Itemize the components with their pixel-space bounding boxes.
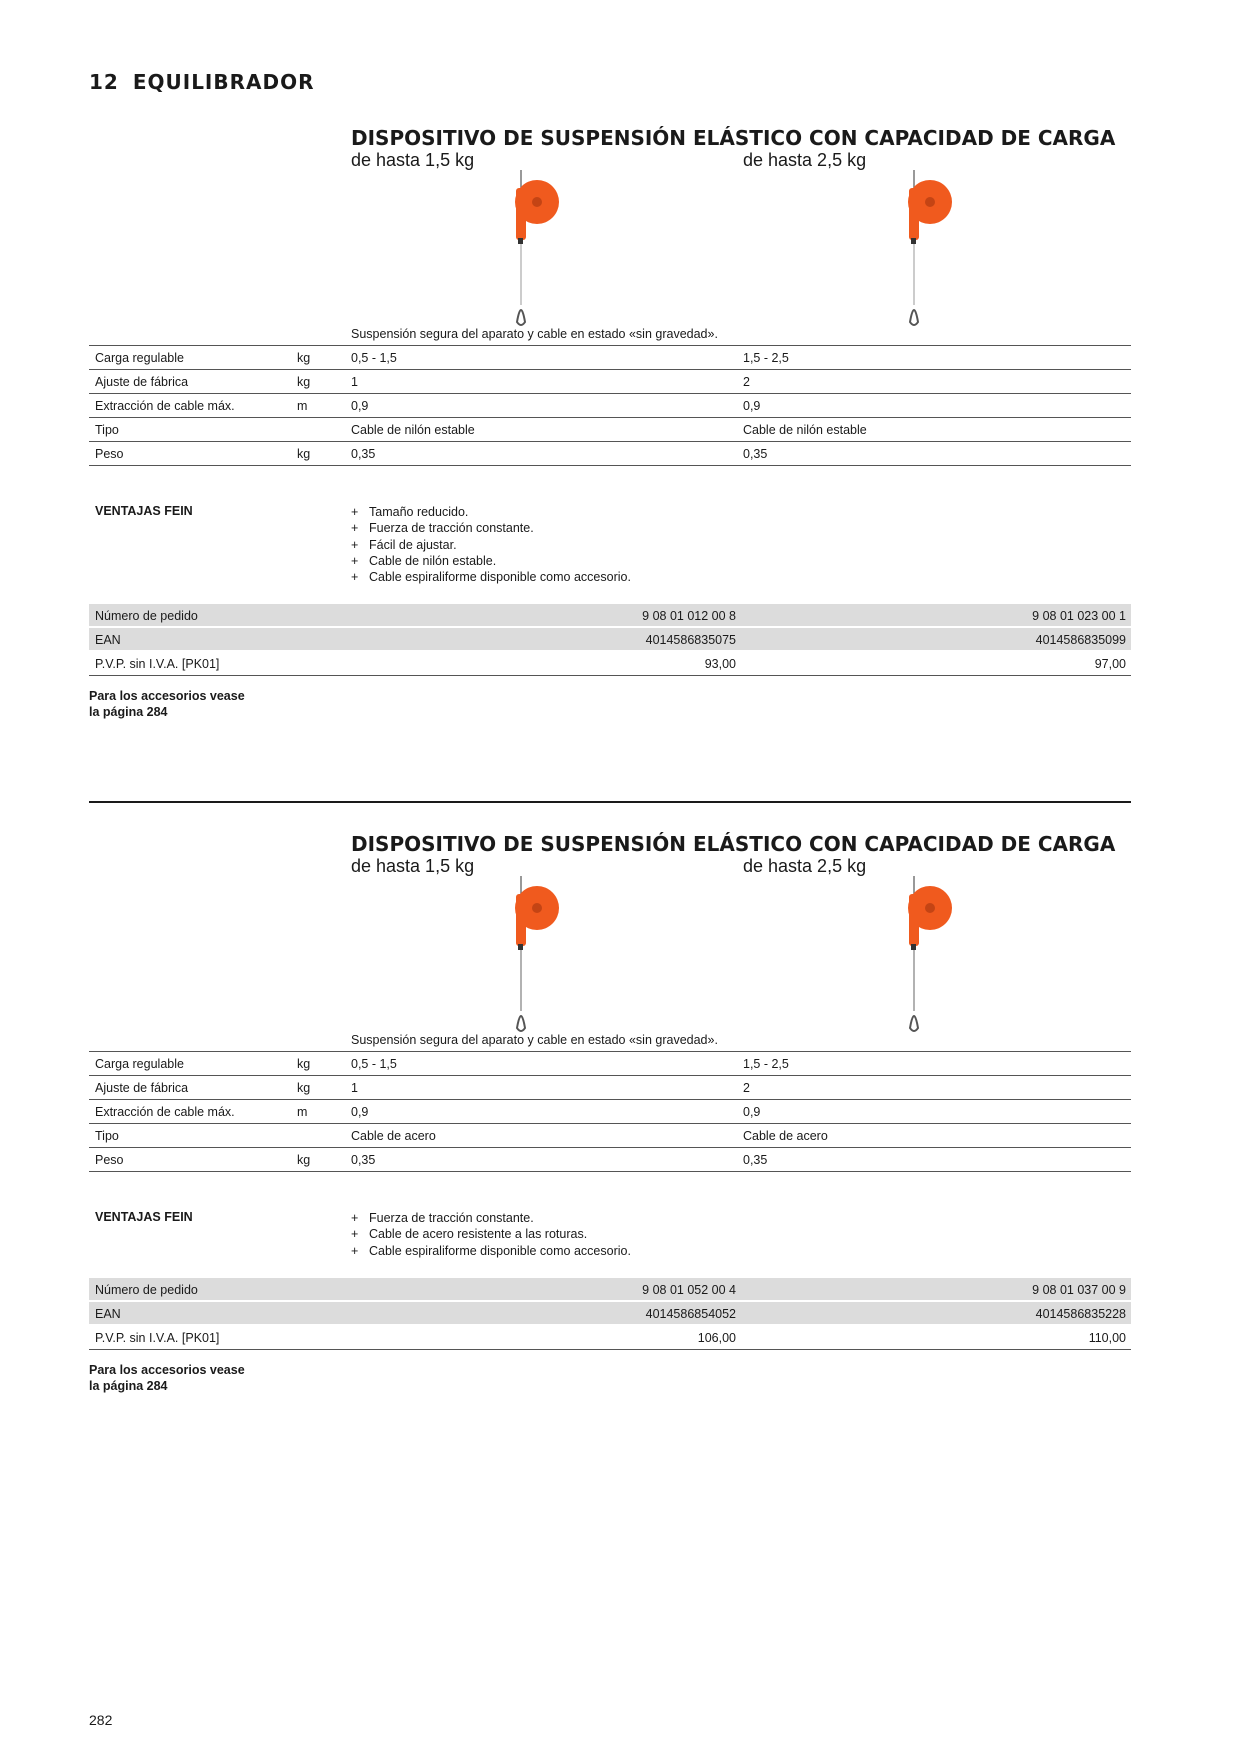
balancer-product-image [906, 876, 966, 1046]
order-row [89, 1302, 1131, 1326]
spec-unit: kg [297, 1057, 311, 1071]
balancer-product-image [513, 876, 573, 1046]
accessories-page-ref: la página 284 [89, 1379, 168, 1393]
order-value-col1: 9 08 01 052 00 4 [642, 1283, 736, 1297]
column-2-subtitle: de hasta 2,5 kg [743, 150, 867, 170]
spec-value-col1: 0,5 - 1,5 [351, 1057, 397, 1071]
order-value-col1: 4014586835075 [645, 633, 736, 647]
spec-label: Tipo [95, 1129, 119, 1143]
accessories-note [89, 688, 289, 720]
order-value-col2: 9 08 01 037 00 9 [1032, 1283, 1126, 1297]
product-section-nylon [89, 126, 1131, 726]
spec-table [89, 345, 1131, 466]
spec-unit: m [297, 399, 308, 413]
spec-unit: kg [297, 1081, 311, 1095]
accessories-line: Para los accesorios vease [89, 689, 245, 703]
order-label: EAN [95, 1307, 121, 1321]
spec-value-col2: 0,35 [743, 1153, 768, 1167]
advantage-text: Tamaño reducido. [369, 505, 469, 519]
spec-label: Extracción de cable máx. [95, 1105, 235, 1119]
balancer-product-image [906, 170, 966, 340]
advantages-title: VENTAJAS FEIN [95, 504, 193, 518]
list-item: + Fuerza de tracción constante. [351, 1211, 534, 1225]
spec-value-col2: 0,9 [743, 399, 761, 413]
spec-unit: kg [297, 447, 311, 461]
spec-value-col2: 0,35 [743, 447, 768, 461]
spec-label: Peso [95, 447, 124, 461]
order-label: EAN [95, 633, 121, 647]
spec-value-col2: 1,5 - 2,5 [743, 1057, 789, 1071]
advantage-text: Fuerza de tracción constante. [369, 1211, 534, 1225]
order-label: P.V.P. sin I.V.A. [PK01] [95, 657, 220, 671]
spec-label: Ajuste de fábrica [95, 1081, 189, 1095]
spec-label: Extracción de cable máx. [95, 399, 235, 413]
spec-unit: kg [297, 351, 311, 365]
spec-label: Carga regulable [95, 1057, 184, 1071]
spec-value-col2: 1,5 - 2,5 [743, 351, 789, 365]
spec-row [89, 370, 1131, 394]
advantage-text: Cable espiraliforme disponible como accesorio. [369, 1243, 631, 1258]
product-caption: Suspensión segura del aparato y cable en estado «sin gravedad». [351, 1033, 718, 1047]
spec-row [89, 394, 1131, 418]
order-value-col1: 93,00 [704, 657, 736, 671]
spec-row [89, 1100, 1131, 1124]
advantage-text: Fuerza de tracción constante. [369, 521, 534, 536]
section-title: DISPOSITIVO DE SUSPENSIÓN ELÁSTICO CON CAPACIDAD DE CARGA [351, 832, 1116, 856]
spec-label: Tipo [95, 423, 119, 437]
spec-row [89, 418, 1131, 442]
spec-value-col2: Cable de acero [743, 1129, 828, 1143]
column-2-subtitle: de hasta 2,5 kg [743, 856, 867, 876]
order-row [89, 628, 1131, 652]
product-caption: Suspensión segura del aparato y cable en estado «sin gravedad». [351, 327, 718, 341]
spec-row [89, 1148, 1131, 1172]
balancer-product-image [513, 170, 573, 340]
chapter-title: EQUILIBRADOR [132, 70, 315, 94]
spec-value-col2: 0,9 [743, 1105, 761, 1119]
section-title: DISPOSITIVO DE SUSPENSIÓN ELÁSTICO CON CAPACIDAD DE CARGA [351, 126, 1116, 150]
order-value-col2: 9 08 01 023 00 1 [1032, 609, 1126, 623]
order-table [89, 604, 1131, 676]
order-table [89, 1278, 1131, 1350]
spec-unit: kg [297, 1153, 311, 1167]
order-label: Número de pedido [95, 1283, 198, 1297]
order-value-col2: 4014586835099 [1035, 633, 1126, 647]
page-number: 282 [89, 1712, 113, 1728]
spec-value-col2: 2 [743, 1081, 750, 1095]
order-row [89, 1278, 1131, 1302]
list-item: + Cable espiraliforme disponible como accesorio. [351, 570, 631, 585]
spec-row [89, 1076, 1131, 1100]
order-value-col2: 97,00 [1094, 657, 1126, 671]
order-value-col1: 106,00 [697, 1331, 736, 1345]
spec-row [89, 1124, 1131, 1148]
spec-value-col1: 1 [351, 375, 358, 389]
spec-value-col1: 0,5 - 1,5 [351, 351, 397, 365]
spec-unit: kg [297, 375, 311, 389]
advantage-text: Cable de nilón estable. [369, 553, 497, 568]
spec-row [89, 346, 1131, 370]
spec-label: Peso [95, 1153, 124, 1167]
chapter-heading [89, 70, 315, 94]
spec-row [89, 1052, 1131, 1076]
spec-value-col1: 0,9 [351, 1105, 369, 1119]
advantages-list [351, 504, 631, 585]
column-1-subtitle: de hasta 1,5 kg [351, 150, 475, 170]
spec-value-col1: 0,35 [351, 447, 376, 461]
list-item: + Cable de nilón estable. [351, 553, 497, 568]
order-label: P.V.P. sin I.V.A. [PK01] [95, 1331, 220, 1345]
order-value-col2: 4014586835228 [1035, 1307, 1126, 1321]
spec-value-col2: 2 [743, 375, 750, 389]
spec-label: Ajuste de fábrica [95, 375, 189, 389]
order-value-col1: 9 08 01 012 00 8 [642, 609, 736, 623]
section-divider [89, 801, 1131, 803]
order-value-col1: 4014586854052 [645, 1307, 736, 1321]
advantage-text: Cable de acero resistente a las roturas. [369, 1227, 588, 1242]
order-row [89, 652, 1131, 676]
advantages-list [351, 1210, 631, 1259]
advantage-text: Cable espiraliforme disponible como accesorio. [369, 570, 631, 585]
spec-value-col1: 1 [351, 1081, 358, 1095]
accessories-note [89, 1362, 289, 1394]
chapter-number: 12 [89, 70, 119, 94]
spec-value-col2: Cable de nilón estable [743, 423, 867, 437]
advantage-text: Fácil de ajustar. [369, 537, 457, 552]
order-row [89, 1326, 1131, 1350]
order-label: Número de pedido [95, 609, 198, 623]
spec-label: Carga regulable [95, 351, 184, 365]
accessories-page-ref: la página 284 [89, 705, 168, 719]
order-value-col2: 110,00 [1088, 1331, 1126, 1345]
product-section-steel [89, 832, 1131, 1432]
spec-value-col1: Cable de nilón estable [351, 423, 475, 437]
spec-row [89, 442, 1131, 466]
list-item: + Cable espiraliforme disponible como accesorio. [351, 1243, 631, 1258]
list-item: + Tamaño reducido. [351, 505, 469, 519]
accessories-line: Para los accesorios vease [89, 1363, 245, 1377]
spec-unit: m [297, 1105, 308, 1119]
advantages-title: VENTAJAS FEIN [95, 1210, 193, 1224]
spec-value-col1: Cable de acero [351, 1129, 436, 1143]
order-row [89, 604, 1131, 628]
spec-value-col1: 0,35 [351, 1153, 376, 1167]
spec-value-col1: 0,9 [351, 399, 369, 413]
list-item: + Fuerza de tracción constante. [351, 521, 534, 536]
list-item: + Fácil de ajustar. [351, 537, 457, 552]
list-item: + Cable de acero resistente a las roturas. [351, 1227, 588, 1242]
column-1-subtitle: de hasta 1,5 kg [351, 856, 475, 876]
spec-table [89, 1051, 1131, 1172]
